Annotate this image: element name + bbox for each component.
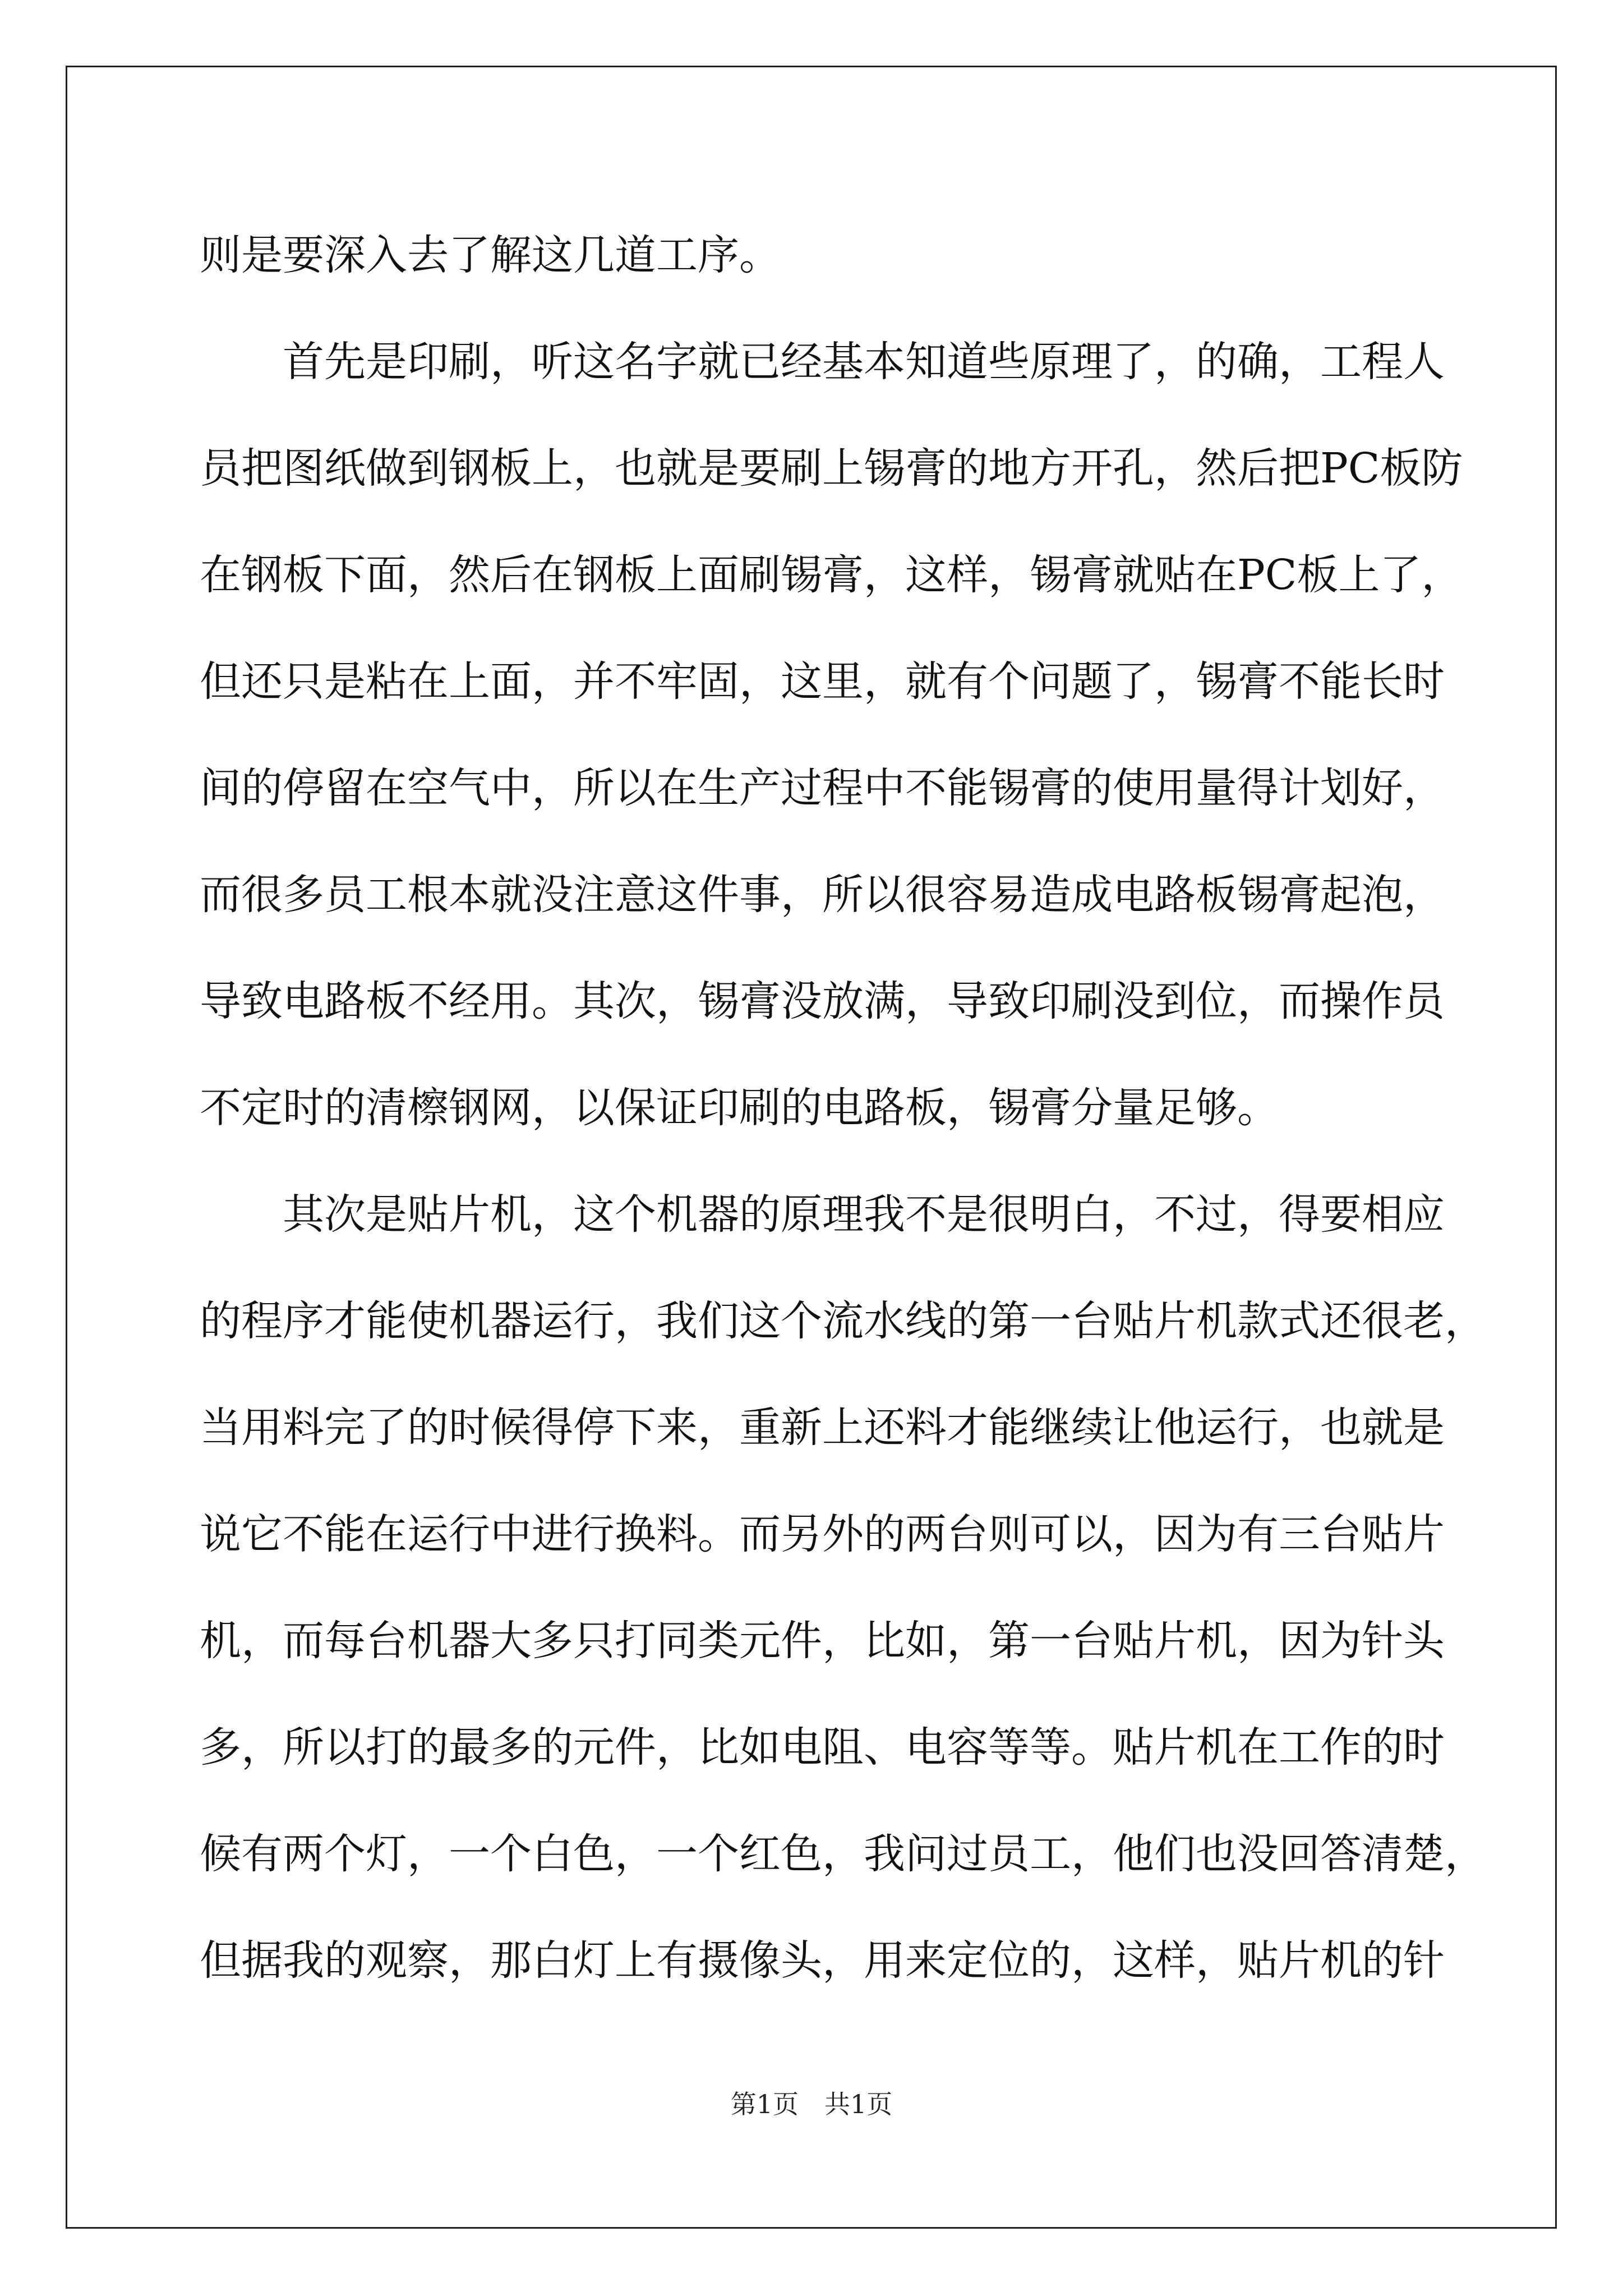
text-line: 但据我的观察，那白灯上有摄像头，用来定位的，这样，贴片机的针 [200,1936,1445,1985]
text-line: 多，所以打的最多的元件，比如电阻、电容等等。贴片机在工作的时 [200,1723,1445,1772]
text-line: 在钢板下面，然后在钢板上面刷锡膏，这样，锡膏就贴在PC板上了， [200,551,1463,599]
text-line: 则是要深入去了解这几道工序。 [200,231,781,279]
text-line: 间的停留在空气中，所以在生产过程中不能锡膏的使用量得计划好， [200,764,1445,812]
text-line: 而很多员工根本就没注意这件事，所以很容易造成电路板锡膏起泡， [200,871,1445,919]
text-line: 员把图纸做到钢板上，也就是要刷上锡膏的地方开孔，然后把PC板防 [200,444,1463,493]
text-line: 机，而每台机器大多只打同类元件，比如，第一台贴片机，因为针头 [200,1617,1445,1665]
text-line: 的程序才能使机器运行，我们这个流水线的第一台贴片机款式还很老， [200,1297,1486,1345]
text-line: 导致电路板不经用。其次，锡膏没放满，导致印刷没到位，而操作员 [200,977,1445,1025]
text-line: 当用料完了的时候得停下来，重新上还料才能继续让他运行，也就是 [200,1404,1445,1452]
text-line: 说它不能在运行中进行换料。而另外的两台则可以，因为有三台贴片 [200,1510,1445,1558]
page-number-footer: 第1页 共1页 [730,2089,893,2119]
text-line: 但还只是粘在上面，并不牢固，这里，就有个问题了，锡膏不能长时 [200,657,1445,706]
text-line: 候有两个灯，一个白色，一个红色，我问过员工，他们也没回答清楚， [200,1830,1486,1878]
text-line: 不定时的清檫钢网，以保证印刷的电路板，锡膏分量足够。 [200,1084,1279,1132]
document-body [200,202,1486,2014]
text-line: 首先是印刷，听这名字就已经基本知道些原理了，的确，工程人 [200,338,1445,386]
text-line: 其次是贴片机，这个机器的原理我不是很明白，不过，得要相应 [200,1190,1445,1239]
